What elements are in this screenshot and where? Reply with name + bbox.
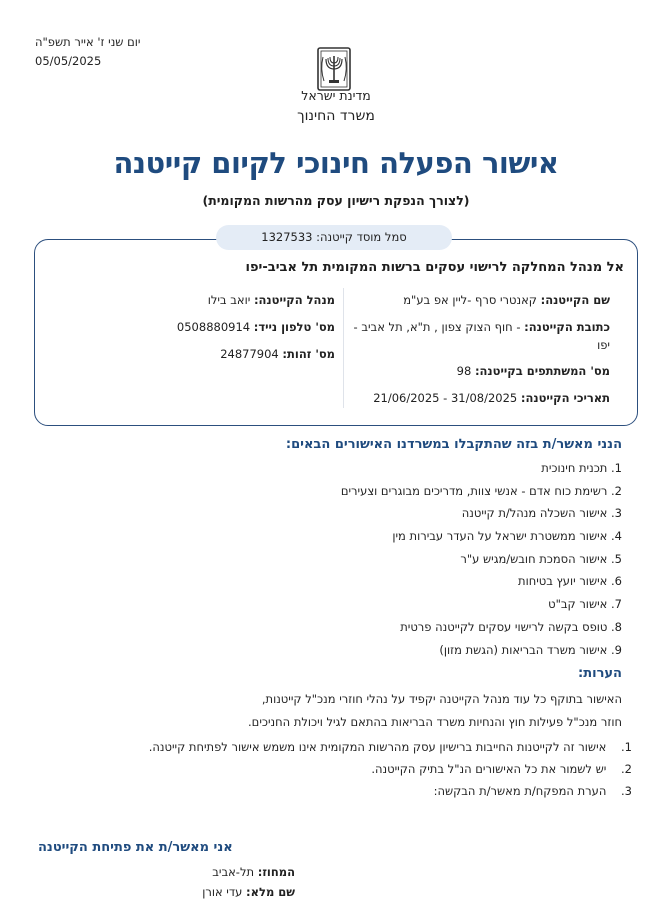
card-divider <box>343 288 344 408</box>
note-number: 2. <box>621 762 632 776</box>
district-label: המחוז: <box>257 865 295 879</box>
list-item: 5. אישור הסמכת חובש/מגיש ע"ר <box>460 551 622 566</box>
address-label: כתובת הקייטנה: <box>524 320 610 334</box>
institution-code-badge: סמל מוסד קייטנה: 1327533 <box>216 225 452 250</box>
note-text: הערת המפקח/ת מאשר/ת הבקשה: <box>433 784 607 798</box>
address-value: - חוף הצוק צפון , ת"א, תל אביב - יפו <box>353 320 610 352</box>
note-text: יש לשמור את כל האישורים הנ"ל בתיק הקייטנה. <box>371 762 607 776</box>
note-item <box>149 780 632 802</box>
note-text: אישור זה לקייטנות החייבות ברישיון עסק מהרשות המקומית אינו משמש אישור לפתיחת קייטנה. <box>148 740 607 754</box>
phone-label: מס' טלפון נייד: <box>253 320 335 334</box>
note-number: 3. <box>621 784 632 798</box>
page-title: אישור הפעלה חינוכי לקיום קייטנה <box>113 146 559 180</box>
list-item: 4. אישור ממשטרת ישראל על העדר עבירות מין <box>392 529 622 544</box>
notes-list <box>149 736 632 802</box>
notes-heading: הערות: <box>578 666 622 681</box>
fullname-field <box>95 882 295 903</box>
list-item: 9. אישור משרד הבריאות (הגשת מזון) <box>439 642 622 657</box>
page-subtitle: (לצורך הנפקת רישיון עסק מהרשות המקומית) <box>202 193 470 208</box>
dates-label: תאריכי הקייטנה: <box>520 391 610 405</box>
approvals-heading: הנני מאשר/ת בזה שהתקבלו במשרדנו האישורים הבאים: <box>285 437 622 452</box>
hebrew-date: יום שני ז' אייר תשפ"ה <box>35 35 141 49</box>
manager-field <box>175 291 335 309</box>
district-field <box>95 862 295 883</box>
id-label: מס' זהות: <box>282 347 335 361</box>
list-item: 8. טופס בקשה לרישוי עסקים לקייטנה פרטית <box>400 619 622 634</box>
ministry-name: משרד החינוך <box>297 108 375 124</box>
dates-field <box>360 389 610 407</box>
date-block <box>35 33 140 71</box>
note-item <box>149 736 632 758</box>
card-heading: אל מנהל המחלקה לרישוי עסקים ברשות המקומית תל אביב-יפו <box>245 260 624 275</box>
note-number: 1. <box>621 740 632 754</box>
participants-value: 98 <box>456 364 472 378</box>
camp-name-field <box>360 291 610 309</box>
approval-heading: אני מאשר/ת את פתיחת הקייטנה <box>38 840 233 855</box>
district-value: תל-אביב <box>212 865 255 879</box>
id-value: 24877904 <box>220 347 279 361</box>
fullname-label: שם מלא: <box>246 885 295 899</box>
fullname-value: עדי אורן <box>202 885 243 899</box>
list-item: 7. אישור קב"ט <box>548 597 622 612</box>
address-field <box>350 318 610 354</box>
list-item: 3. אישור השכלה מנהל/ת קייטנה <box>461 506 622 521</box>
list-item: 2. רשימת כוח אדם - אנשי צוות, מדריכים מבוגרים וצעירים <box>340 483 622 498</box>
camp-name-value: קאנטרי סרף -ליין אפ בע"מ <box>403 293 537 307</box>
list-item: 6. אישור יועץ בטיחות <box>518 574 622 589</box>
list-item: 1. תכנית חינוכית <box>541 461 622 475</box>
gregorian-date: 05/05/2025 <box>35 54 102 68</box>
gov-header <box>0 86 672 126</box>
notes-paragraph <box>248 688 622 734</box>
phone-field <box>175 318 335 336</box>
approvals-list <box>341 457 622 661</box>
notes-line: חוזר מנכ"ל פעילות חוץ והנחיות משרד הבריאות בהתאם לגיל ויכולת החניכים. <box>248 715 622 729</box>
phone-value: 0508880914 <box>176 320 251 334</box>
manager-value: יואב בילו <box>207 293 251 307</box>
note-item <box>149 758 632 780</box>
state-name: מדינת ישראל <box>301 88 371 103</box>
participants-label: מס' המשתתפים בקייטנה: <box>474 364 610 378</box>
id-field <box>175 345 335 363</box>
manager-label: מנהל הקייטנה: <box>253 293 335 307</box>
participants-field <box>360 362 610 380</box>
notes-line: האישור בתוקף כל עוד מנהל הקייטנה יקפיד על נהלי חוזרי מנכ"ל קייטנות, <box>261 692 622 706</box>
camp-name-label: שם הקייטנה: <box>540 293 610 307</box>
dates-value: 21/06/2025 - 31/08/2025 <box>373 391 518 405</box>
